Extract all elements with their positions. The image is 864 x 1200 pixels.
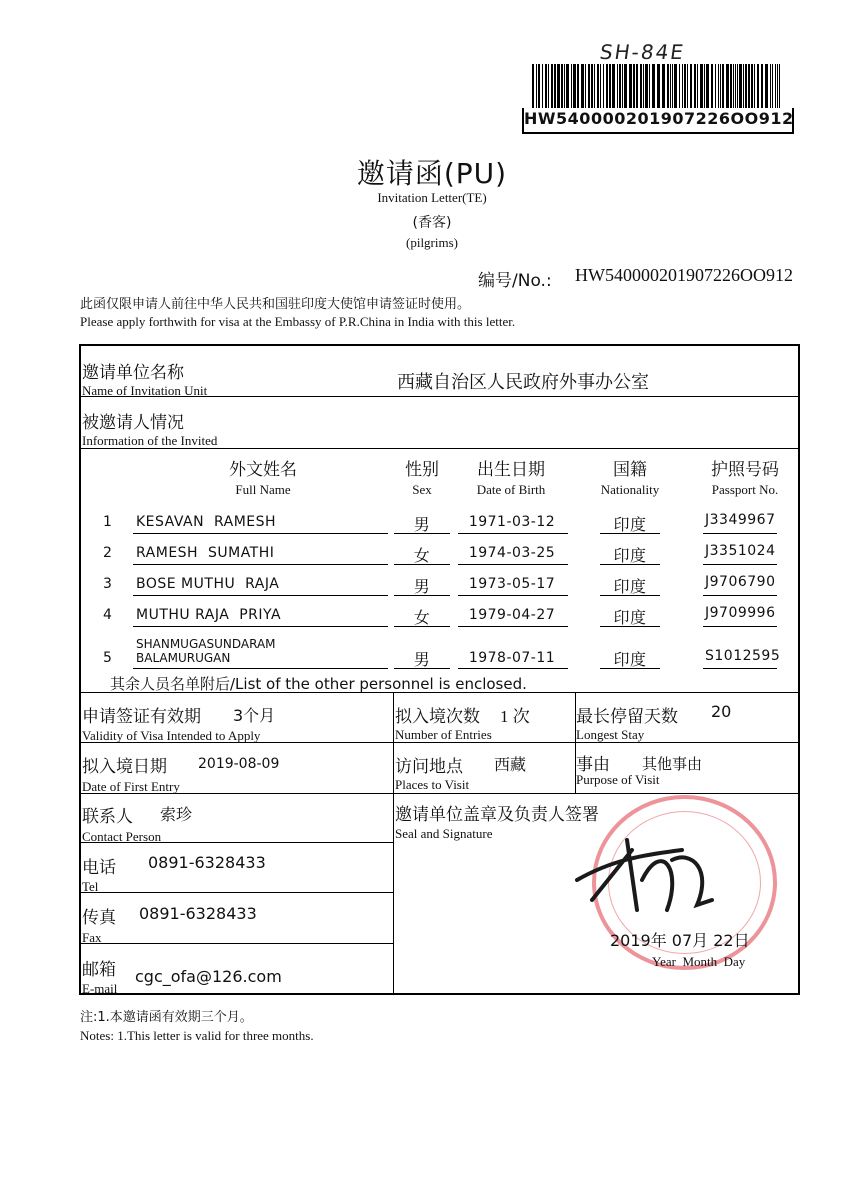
validity-label-en: Validity of Visa Intended to Apply [82, 728, 261, 743]
underline [703, 626, 777, 627]
purpose-label-en: Purpose of Visit [576, 772, 660, 787]
underline [394, 668, 450, 669]
first-entry-value: 2019-08-09 [198, 756, 280, 772]
person-passport: J3349967 [705, 512, 776, 528]
underline [600, 564, 660, 565]
person-no: 3 [103, 576, 113, 592]
subtitle-cn: (香客) [412, 215, 452, 231]
longest-stay-value: 20 [711, 702, 732, 721]
underline [703, 564, 777, 565]
person-passport: J9709996 [705, 605, 776, 621]
title-en: Invitation Letter(TE) [377, 190, 487, 205]
person-no: 5 [103, 650, 113, 666]
person-name-line2: BALAMURUGAN [136, 651, 231, 665]
person-passport: J9706790 [705, 574, 776, 590]
underline [133, 595, 388, 596]
signature [572, 820, 732, 930]
invitation-unit-value: 西藏自治区人民政府外事办公室 [397, 372, 649, 393]
col-nationality-en: Nationality [600, 482, 660, 497]
col-name-cn: 外文姓名 [229, 460, 297, 480]
col-sex-cn: 性别 [405, 460, 439, 480]
person-dob: 1974-03-25 [468, 545, 556, 561]
rule [81, 793, 798, 794]
person-name-line1: SHANMUGASUNDARAM [136, 637, 276, 651]
tel-value: 0891-6328433 [148, 853, 266, 872]
person-no: 2 [103, 545, 113, 561]
entries-value: 1 次 [500, 707, 530, 726]
person-sex: 女 [413, 608, 431, 627]
person-dob: 1973-05-17 [468, 576, 556, 592]
rule [81, 943, 393, 944]
underline [133, 668, 388, 669]
invited-label-en: Information of the Invited [82, 433, 218, 448]
places-label-en: Places to Visit [395, 777, 470, 792]
underline [600, 626, 660, 627]
note-en: Notes: 1.This letter is valid for three months. [80, 1028, 314, 1043]
person-no: 1 [103, 514, 113, 530]
places-label-cn: 访问地点 [395, 757, 463, 777]
note-cn: 注:1.本邀请函有效期三个月。 [80, 1010, 253, 1025]
underline [133, 626, 388, 627]
person-dob: 1978-07-11 [468, 650, 556, 666]
invitation-unit-label-en: Name of Invitation Unit [82, 383, 208, 398]
person-sex: 女 [413, 546, 431, 565]
barcode-bars [532, 64, 782, 108]
col-dob-cn: 出生日期 [477, 460, 545, 480]
seal-label-cn: 邀请单位盖章及负责人签署 [395, 805, 599, 825]
underline [703, 533, 777, 534]
entries-label-cn: 拟入境次数 [395, 707, 480, 727]
purpose-value: 其他事由 [642, 755, 703, 773]
col-passport-cn: 护照号码 [711, 460, 779, 480]
contact-label-en: Contact Person [82, 829, 162, 844]
person-no: 4 [103, 607, 113, 623]
tel-label-cn: 电话 [82, 858, 116, 878]
seal-label-en: Seal and Signature [395, 826, 493, 841]
underline [458, 564, 568, 565]
places-value: 西藏 [494, 755, 527, 774]
col-name-en: Full Name [235, 482, 291, 497]
person-nationality: 印度 [613, 608, 647, 627]
invited-label-cn: 被邀请人情况 [82, 413, 184, 433]
longest-stay-label-cn: 最长停留天数 [576, 707, 678, 727]
person-name: MUTHU RAJA PRIYA [136, 607, 282, 623]
rule [393, 692, 394, 995]
underline [703, 668, 777, 669]
fax-label-en: Fax [82, 930, 102, 945]
person-sex: 男 [413, 650, 431, 669]
underline [133, 533, 388, 534]
email-value: cgc_ofa@126.com [135, 967, 282, 986]
email-label-en: E-mail [82, 981, 118, 996]
person-passport: J3351024 [705, 543, 776, 559]
contact-value: 索珍 [160, 805, 193, 824]
underline [394, 533, 450, 534]
underline [458, 668, 568, 669]
underline [394, 595, 450, 596]
validity-label-cn: 申请签证有效期 [82, 707, 201, 727]
entries-label-en: Number of Entries [395, 727, 492, 742]
seal-date: 2019年 07月 22日 [610, 931, 750, 950]
person-sex: 男 [413, 515, 431, 534]
underline [600, 595, 660, 596]
person-nationality: 印度 [613, 650, 647, 669]
tel-label-en: Tel [82, 879, 99, 894]
email-label-cn: 邮箱 [82, 960, 116, 980]
underline [703, 595, 777, 596]
barcode [532, 64, 782, 108]
person-passport: S1012595 [705, 648, 781, 664]
intro-cn: 此函仅限申请人前往中华人民共和国驻印度大使馆申请签证时使用。 [80, 297, 471, 312]
first-entry-label-en: Date of First Entry [82, 779, 180, 794]
underline [394, 564, 450, 565]
barcode-number: HW540000201907226OO912 [524, 109, 794, 128]
intro-en: Please apply forthwith for visa at the Embassy of P.R.China in India with this letter. [80, 314, 516, 329]
person-nationality: 印度 [613, 577, 647, 596]
subtitle-en: (pilgrims) [406, 235, 458, 250]
col-dob-en: Date of Birth [476, 482, 546, 497]
seal-date-en: Year Month Day [652, 954, 746, 969]
invitation-unit-label-cn: 邀请单位名称 [82, 363, 184, 383]
col-nationality-cn: 国籍 [613, 460, 647, 480]
underline [133, 564, 388, 565]
contact-label-cn: 联系人 [82, 807, 133, 827]
title-cn: 邀请函(PU) [356, 157, 508, 190]
underline [600, 533, 660, 534]
handwritten-reference: SH-84E [598, 40, 687, 64]
underline [458, 626, 568, 627]
first-entry-label-cn: 拟入境日期 [82, 757, 167, 777]
number-label: 编号/No.: [478, 271, 552, 291]
underline [600, 668, 660, 669]
barcode-number-box [522, 108, 794, 134]
person-name: RAMESH SUMATHI [136, 545, 275, 561]
person-sex: 男 [413, 577, 431, 596]
validity-value: 3个月 [233, 706, 276, 725]
col-sex-en: Sex [412, 482, 432, 497]
purpose-label-cn: 事由 [576, 755, 610, 775]
person-name: KESAVAN RAMESH [136, 514, 277, 530]
col-passport-en: Passport No. [711, 482, 779, 497]
number-value: HW540000201907226OO912 [575, 265, 793, 285]
underline [394, 626, 450, 627]
fax-value: 0891-6328433 [139, 904, 257, 923]
person-dob: 1971-03-12 [468, 514, 556, 530]
underline [458, 533, 568, 534]
fax-label-cn: 传真 [82, 908, 116, 928]
other-personnel-note: 其余人员名单附后/List of the other personnel is enclosed. [110, 675, 527, 693]
rule [81, 892, 393, 893]
longest-stay-label-en: Longest Stay [576, 727, 645, 742]
person-dob: 1979-04-27 [468, 607, 556, 623]
person-name: BOSE MUTHU RAJA [136, 576, 280, 592]
person-nationality: 印度 [613, 515, 647, 534]
underline [458, 595, 568, 596]
person-nationality: 印度 [613, 546, 647, 565]
